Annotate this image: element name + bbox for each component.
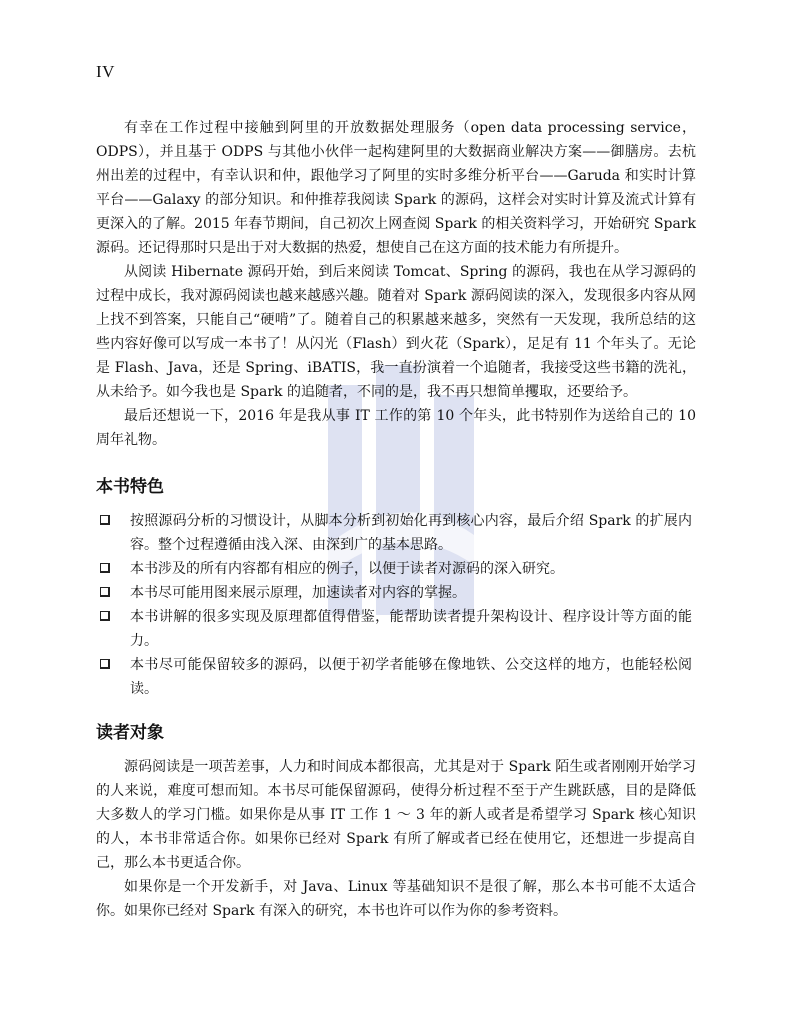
feature-text: 本书涉及的所有内容都有相应的例子，以便于读者对源码的深入研究。 (130, 561, 564, 577)
checkbox-icon (100, 515, 110, 525)
feature-item-5 (96, 653, 696, 701)
checkbox-icon (100, 563, 110, 573)
feature-text: 本书尽可能用图来展示原理，加速读者对内容的掌握。 (130, 585, 466, 601)
readers-heading: 读者对象 (96, 723, 164, 743)
feature-item-4 (96, 605, 696, 653)
feature-item-1 (96, 509, 696, 557)
features-list (96, 509, 696, 701)
feature-text: 本书讲解的很多实现及原理都值得借鉴，能帮助读者提升架构设计、程序设计等方面的能力。 (130, 609, 692, 649)
features-heading: 本书特色 (96, 477, 164, 497)
intro-paragraph-3: 最后还想说一下，2016 年是我从事 IT 工作的第 10 个年头，此书特别作为送给自己的 10 周年礼物。 (96, 408, 696, 448)
intro-paragraph-2: 从阅读 Hibernate 源码开始，到后来阅读 Tomcat、Spring 的源码，我也在从学习源码的过程中成长，我对源码阅读也越来越感兴趣。随着对 Spark 源码阅读的深入，发现很多内容从网上找不到答案，只能自己“硬啃”了。随着自己的积累越来越多，突然有一天发现，我所总结的这些内容好像可以写成一本书了！从闪光（Flash）到火花（Spark），足足有 11 个年头了。无论是 Flash、Java，还是 Spring、iBATIS，我一直扮演着一个追随者，我接受这些书籍的洗礼，从未给予。如今我也是 Spark 的追随者，不同的是，我不再只想简单攫取，还要给予。 (96, 264, 696, 400)
readers-paragraph-1: 源码阅读是一项苦差事，人力和时间成本都很高，尤其是对于 Spark 陌生或者刚刚开始学习的人来说，难度可想而知。本书尽可能保留源码，使得分析过程不至于产生跳跃感，目的是降低大多数人的学习门槛。如果你是从事 IT 工作 1 ～ 3 年的新人或者是希望学习 Spark 核心知识的人，本书非常适合你。如果你已经对 Spark 有所了解或者已经在使用它，还想进一步提高自己，那么本书更适合你。 (96, 759, 696, 871)
checkbox-icon (100, 611, 110, 621)
feature-text: 按照源码分析的习惯设计，从脚本分析到初始化再到核心内容，最后介绍 Spark 的扩展内容。整个过程遵循由浅入深、由深到广的基本思路。 (130, 513, 692, 553)
feature-item-3 (96, 581, 696, 605)
readers-paragraph-2: 如果你是一个开发新手，对 Java、Linux 等基础知识不是很了解，那么本书可能不太适合你。如果你已经对 Spark 有深入的研究，本书也许可以作为你的参考资料。 (96, 879, 696, 919)
page-content (96, 116, 696, 923)
checkbox-icon (100, 587, 110, 597)
intro-paragraph-1: 有幸在工作过程中接触到阿里的开放数据处理服务（open data processing service，ODPS），并且基于 ODPS 与其他小伙伴一起构建阿里的大数据商业解决方案——御膳房。去杭州出差的过程中，有幸认识和仲，跟他学习了阿里的实时多维分析平台——Garuda 和实时计算平台——Galaxy 的部分知识。和仲推荐我阅读 Spark 的源码，这样会对实时计算及流式计算有更深入的了解。2015 年春节期间，自己初次上网查阅 Spark 的相关资料学习，开始研究 Spark 源码。还记得那时只是出于对大数据的热爱，想使自己在这方面的技术能力有所提升。 (96, 120, 696, 256)
feature-item-2 (96, 557, 696, 581)
page-number: IV (96, 62, 115, 81)
checkbox-icon (100, 659, 110, 669)
feature-text: 本书尽可能保留较多的源码，以便于初学者能够在像地铁、公交这样的地方，也能轻松阅读。 (130, 657, 692, 697)
